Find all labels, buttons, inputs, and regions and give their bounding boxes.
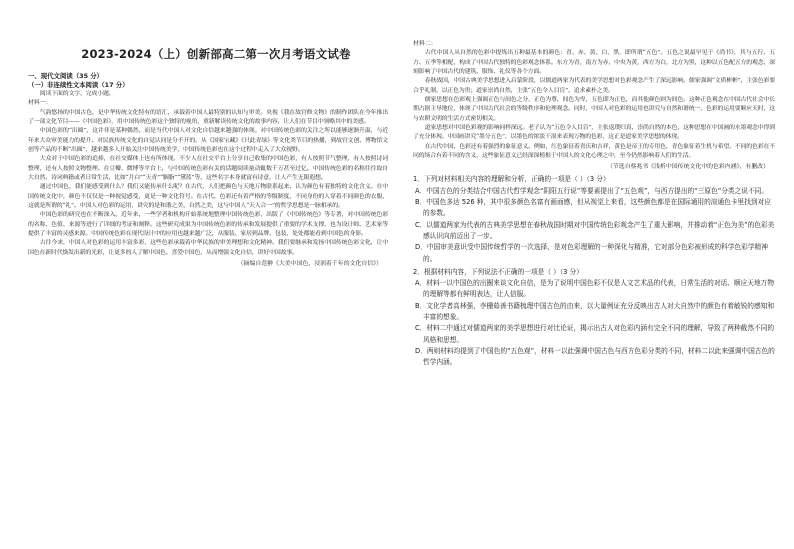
material2-source: （节选自蔡兆书《浅析中国传统文化中的色彩内涵》，有删改） (607, 164, 769, 171)
section-heading: 一、现代文阅读（35 分） (28, 72, 104, 80)
question-stem: 1．下列对材料相关内容的理解和分析，正确的一项是（ ）（3 分） (413, 175, 610, 184)
material2-label: 材料二： (413, 41, 437, 47)
question-option-b[interactable]: B．中国色多达 526 种，其中很多颜色名富有画面感，但从视觉上来看，这些颜色都是在国际通用的渲通色卡里找到对应的参数。 (415, 198, 771, 218)
material1-paragraph: 气韵悠扬的中国古色，是中华传统文化特有的语汇，承载着中国人最特别的认知与审美。央视《我在故宫修文物》的制作团队在今年推出了一部文化节目——《中国色彩》，用中国传统色彩这个独特的视角，重新解读传统文化的故事内容，让人们在节目中领略其中的美感。 (28, 109, 388, 125)
question-stem: 2．根据材料内容，下列说法不正确的一项是（ ）（3 分） (413, 267, 583, 276)
material2-paragraph: 古代中国人从自然的色彩中提炼出五种最基本的颜色：青、赤、黄、白、黑，即所谓“五色”。五色之说最早见于《尚书》，其与五行、五方、五季等相配，构成了中国古代独特的色彩观念体系。东方为青，南方为赤，中央为黄，西方为白，北方为黑，这种以五色配五方的观念，深刻影响了中国古代的建筑、服饰、礼仪等各个方面。 (413, 50, 775, 75)
material1-source: （摘编自范翀《大美中国色，浸润着千年的文化自信》） (237, 261, 382, 268)
question-2 (413, 267, 775, 369)
material1-paragraph: 大众对于中国色彩的追捧，在社交媒体上也有所体现。不少人在社交平台上分享自己收集的中国色彩，有人按照节气整理，有人按照诗词整理，还有人按照文物整理。在豆瓣、微博等平台上，与中国传统色彩有关的话题阅读量动辄数千万甚至过亿。中国传统色彩的名称往往取自大自然、诗词典籍或者日常生活，比如“月白”“天青”“胭脂”“黛蓝”等，这些名字本身就富有诗意，让人产生无限遐想。 (28, 156, 388, 182)
right-column (413, 40, 775, 368)
question-option-d[interactable]: D．中国审美意识受中国传统哲学的一次选择，是对色彩理解的一种深化与精准，它对部分色彩被形成的科学色彩学精神的。 (415, 243, 768, 263)
material1-paragraph: 中国色彩的“出圈”，这并非是某种偶然，而是当代中国人对文化自信越来越强的体现。对中国传统色彩的关注之所以能够逐渐升温，与近年来大众审美能力的提升、对民族传统文化的自觉认同是分不开的。从《国家宝藏》《只此青绿》等文化类节目的热播，到故宫文创、博物馆文创等产品的不断“出圈”，越来越多人开始关注中国传统美学，中国传统色彩也在这个过程中走入了大众视野。 (28, 128, 388, 154)
material2-paragraph: 在古代中国，色彩还有着强烈的象征意义。例如，红色象征着喜庆和吉祥，黄色是帝王的专用色，青色象征着生机与希望。不同的色彩在不同的场合有着不同的含义，这些象征意义已经深深植根于中国人的文化心理之中，至今仍然影响着人们的生活。 (413, 143, 775, 160)
material1-paragraph: 通过中国色，我们能感受到什么？我们又能传承什么呢？在古代，人们把颜色与天地万物联系起来，认为颜色有着独特的文化含义。在中国传统文化中，颜色不仅仅是一种视觉感受，更是一种文化符号。在古代，色彩还有着严格的等级制度，不同身份的人穿着不同颜色的衣服，这就是所谓的“礼”。中国人对色彩的运用，讲究的是和谐之美、自然之美，这与中国人“天人合一”的哲学思想是一脉相承的。 (28, 184, 388, 210)
question-option-a[interactable]: A．材料一以中国色的出圈来谈文化自信，是为了说明中国色彩不仅是人文艺术品的代表，日常生活的对话、顺应天地万物的理解等都有鲜明表达，让人信服。 (415, 279, 775, 299)
question-option-b[interactable]: B．文化学者高林强，李栅茹善书籍梳理中国古色的由来，以大量例证充分反映出古人对大自然中的颜色有着敏锐的感知和丰富的想象。 (415, 301, 775, 321)
exam-title: 2023-2024（上）创新部高二第一次月考语文试卷 (81, 47, 351, 61)
material1-label: 材料一： (28, 100, 52, 107)
material1-paragraph: 中国色彩的研究也在不断深入。近年来，一些学者和机构开始系统地整理中国传统色彩，出版了《中国传统色》等专著，对中国传统色彩的名称、色值、来源等进行了详细的考证和阐释。这些研究成果为中国传统色彩的传承和发展提供了重要的学术支撑，也为设计师、艺术家等提供了丰富的灵感来源。中国传统色彩在现代设计中的应用也越来越广泛，从服装、家居到品牌、包装，处处都能看到中国色的身影。 (28, 212, 388, 238)
question-1 (413, 174, 775, 264)
subsection-heading: （一）非连续性文本阅读（17 分） (28, 81, 129, 89)
question-option-c[interactable]: C．材料二中通过对儒道两家的美学思想进行对比论证，揭示出古人对色彩内涵有完全不同的理解，导致了两种截然不同的风格和思想。 (415, 324, 775, 344)
material2-paragraph: 道家思想对中国色彩观的影响同样深远。老子认为“五色令人目盲”，主张返璞归真，崇尚自然的本色，这种思想在中国画的水墨观念中得到了充分体现。中国画讲究“墨分五色”，以墨色的浓淡干湿来表现万物的色彩，这正是道家美学思想的体现。 (413, 125, 775, 141)
question-option-c[interactable]: C．以儒道两家为代表的古典美学思想在春秋战国时期对中国传统色彩观念产生了重大影响，并推动着“正色为美”的色彩美感认识向前迈出了一步。 (415, 220, 775, 240)
instruction-text: 阅读下面的文字，完成小题。 (39, 91, 115, 97)
left-column (28, 72, 388, 269)
material2-paragraph: 儒家思想在色彩观上强调正色与间色之分，正色为尊，间色为卑，五色即为正色，而其他颜色则为间色。这种正色观念在中国古代社会中长期占据主导地位，体现了中国古代社会的等级秩序和伦理观念。同时，中国人对色彩的运用也讲究与自然和谐统一，色彩的运用要顺应天时，这与农耕文明的生活方式密切相关。 (413, 97, 775, 122)
question-option-d[interactable]: D．两则材料均提到了中国色的“五色观”，材料一以此强调中国古色与西方色彩分类的不同，材料二以此来强调中国古色的哲学内涵。 (415, 346, 775, 367)
question-option-a[interactable]: A．中国古色的分类结合中国古代哲学观念“阴阳五行说”等要素提出了“五色观”，与西方提出的“三原色”分类之说不同。 (415, 186, 769, 195)
material1-paragraph: 古往今来，中国人对色彩的运用丰富多彩，这些色彩承载着中华民族的审美理想和文化精神。我们要继承和发扬中国传统色彩文化，让中国色在新时代焕发出新的光彩，让更多的人了解中国色、喜爱中国色，从而增强文化自信，讲好中国故事。 (28, 240, 388, 256)
material2-paragraph: 春秋战国，中国古典美学思想进入启蒙阶段，以儒道两家为代表的美学思想对色彩观念产生了深远影响。儒家强调“文质彬彬”，主张色彩要合乎礼制，以正色为贵；道家崇尚自然，主张“五色令人目盲”，追求素朴之美。 (413, 78, 775, 94)
